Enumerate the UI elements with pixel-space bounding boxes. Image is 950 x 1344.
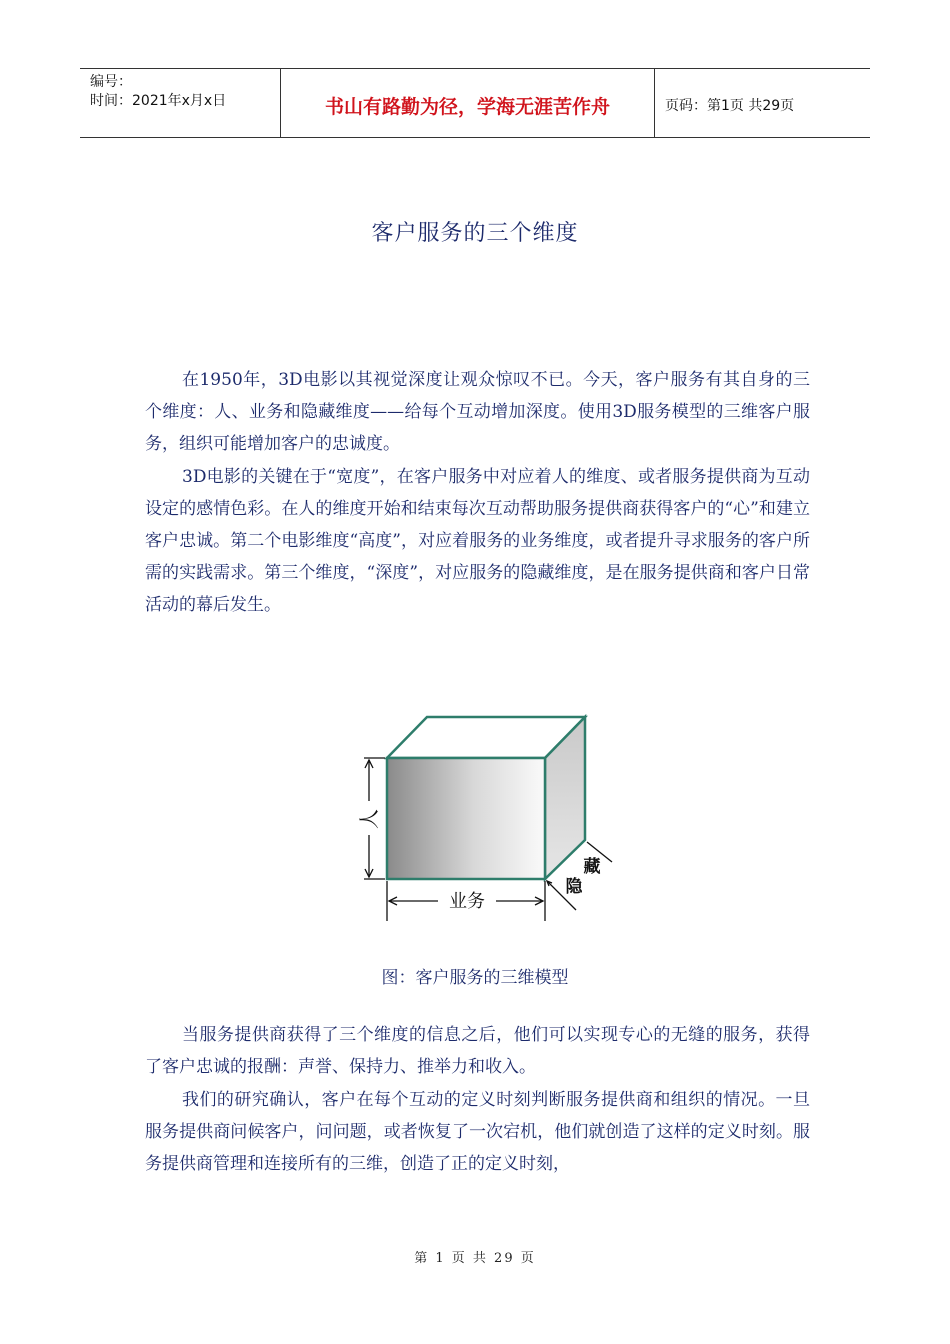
cube-front-face xyxy=(387,758,545,879)
header-table xyxy=(80,68,870,138)
document-title: 客户服务的三个维度 xyxy=(371,221,579,246)
three-dimension-model-figure xyxy=(330,705,620,935)
label-hidden-bottom: 隐 xyxy=(565,877,583,897)
label-person: 人 xyxy=(357,809,381,829)
label-business: 业务 xyxy=(449,891,485,912)
cube-diagram xyxy=(330,705,620,935)
figure-caption: 图：客户服务的三维模型 xyxy=(381,968,569,988)
page-footer: 第 1 页 共 29 页 xyxy=(414,1251,536,1266)
header-page-info: 页码：第1页 共29页 xyxy=(665,98,795,114)
header-motto: 书山有路勤为径，学海无涯苦作舟 xyxy=(281,69,655,137)
header-time: 时间：2021年x月x日 xyxy=(90,93,227,109)
header-number: 编号： xyxy=(90,74,132,90)
paragraph-4: 我们的研究确认，客户在每个互动的定义时刻判断服务提供商和组织的情况。一旦服务提供商问候客户，问问题，或者恢复了一次宕机，他们就创造了这样的定义时刻。服务提供商管理和连接所有的三维，创造了正的定义时刻， xyxy=(145,1090,810,1174)
header-meta-cell xyxy=(80,69,281,137)
label-hidden-top: 藏 xyxy=(583,857,601,877)
paragraph-3: 当服务提供商获得了三个维度的信息之后，他们可以实现专心的无缝的服务，获得了客户忠诚的报酬：声誉、保持力、推举力和收入。 xyxy=(145,1025,810,1077)
paragraph-1: 在1950年，3D电影以其视觉深度让观众惊叹不已。今天，客户服务有其自身的三个维度：人、业务和隐藏维度——给每个互动增加深度。使用3D服务模型的三维客户服务，组织可能增加客户的忠诚度。 xyxy=(145,370,810,454)
paragraph-2: 3D电影的关键在于“宽度”，在客户服务中对应着人的维度、或者服务提供商为互动设定的感情色彩。在人的维度开始和结束每次互动帮助服务提供商获得客户的“心”和建立客户忠诚。第二个电影维度“高度”，对应着服务的业务维度，或者提升寻求服务的客户所需的实践需求。第三个维度，“深度”，对应服务的隐藏维度，是在服务提供商和客户日常活动的幕后发生。 xyxy=(145,467,810,615)
